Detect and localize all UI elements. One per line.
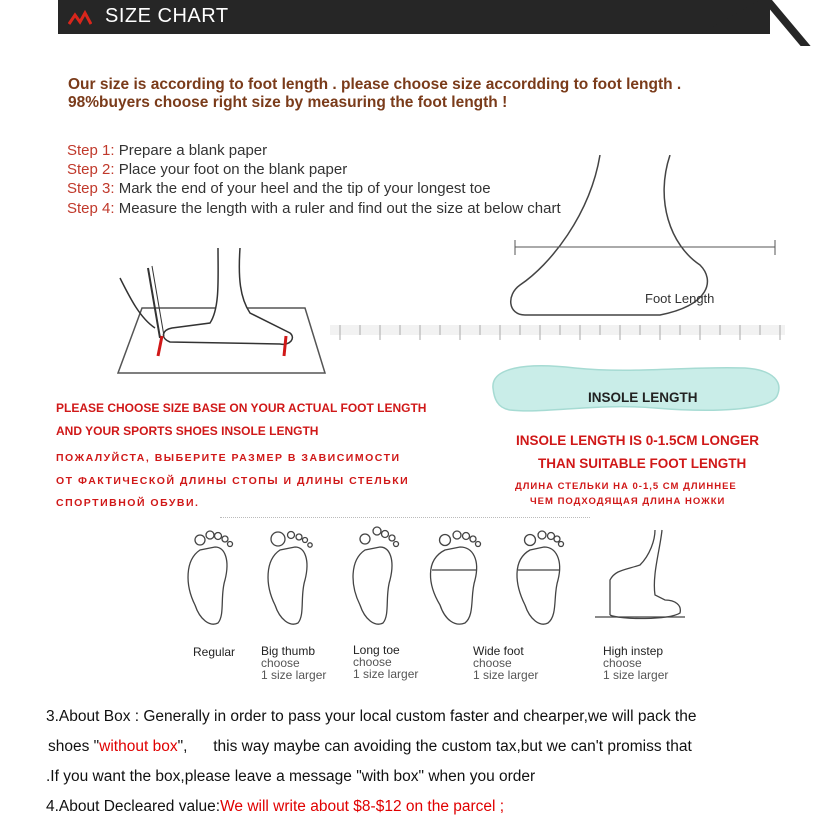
- about-box-line-3: .If you want the box,please leave a message "with box" when you order: [46, 768, 536, 785]
- foot-type-wide-foot: Wide foot choose 1 size larger: [473, 644, 539, 682]
- insole-note-ru-2: ЧЕМ ПОДХОДЯЩАЯ ДЛИНА НОЖКИ: [530, 496, 726, 507]
- foot-type-long-toe: Long toe choose 1 size larger: [353, 643, 419, 681]
- note-en-2: AND YOUR SPORTS SHOES INSOLE LENGTH: [56, 424, 319, 438]
- intro-line-1: Our size is according to foot length . please choose size accordding to foot length .: [68, 76, 682, 93]
- intro-line-2: 98%buyers choose right size by measuring the foot length !: [68, 94, 508, 111]
- note-en-1: PLEASE CHOOSE SIZE BASE ON YOUR ACTUAL FOOT LENGTH: [56, 401, 427, 415]
- note-ru-2: ОТ ФАКТИЧЕСКОЙ ДЛИНЫ СТОПЫ И ДЛИНЫ СТЕЛЬКИ: [56, 475, 410, 487]
- foot-types-illustration: [170, 525, 690, 635]
- foot-type-big-thumb: Big thumb choose 1 size larger: [261, 644, 327, 682]
- foot-type-high-instep: High instep choose 1 size larger: [603, 644, 669, 682]
- insole-note-ru-1: ДЛИНА СТЕЛЬКИ НА 0-1,5 СМ ДЛИННЕЕ: [515, 481, 737, 492]
- foot-length-label: Foot Length: [645, 291, 715, 306]
- note-ru-1: ПОЖАЛУЙСТА, ВЫБЕРИТЕ РАЗМЕР В ЗАВИСИМОСТИ: [56, 452, 401, 464]
- page-title: SIZE CHART: [105, 5, 229, 27]
- step-4: Step 4: Measure the length with a ruler and find out the size at below chart: [67, 200, 561, 217]
- step-1: Step 1: Prepare a blank paper: [67, 142, 268, 159]
- about-box-line-1: 3.About Box : Generally in order to pass your local custom faster and chearper,we will pack the: [46, 708, 697, 725]
- about-box-line-2: shoes "without box", this way maybe can avoiding the custom tax,but we can't promiss that: [48, 738, 692, 755]
- insole-note-en-2: THAN SUITABLE FOOT LENGTH: [538, 456, 747, 471]
- note-ru-3: СПОРТИВНОЙ ОБУВИ.: [56, 497, 200, 509]
- separator: [220, 517, 590, 518]
- measure-illustration: [100, 238, 330, 378]
- header-tail: [700, 0, 760, 34]
- logo-icon: [68, 10, 92, 26]
- about-value-line: 4.About Decleared value:We will write about $8-$12 on the parcel ;: [46, 798, 505, 815]
- foot-length-illustration: [330, 155, 785, 350]
- insole-label: INSOLE LENGTH: [588, 390, 698, 405]
- insole-note-en-1: INSOLE LENGTH IS 0-1.5CM LONGER: [516, 433, 760, 448]
- step-3: Step 3: Mark the end of your heel and the tip of your longest toe: [67, 180, 491, 197]
- step-2: Step 2: Place your foot on the blank paper: [67, 161, 348, 178]
- insole-illustration: [485, 358, 785, 418]
- foot-type-regular: Regular: [193, 645, 236, 659]
